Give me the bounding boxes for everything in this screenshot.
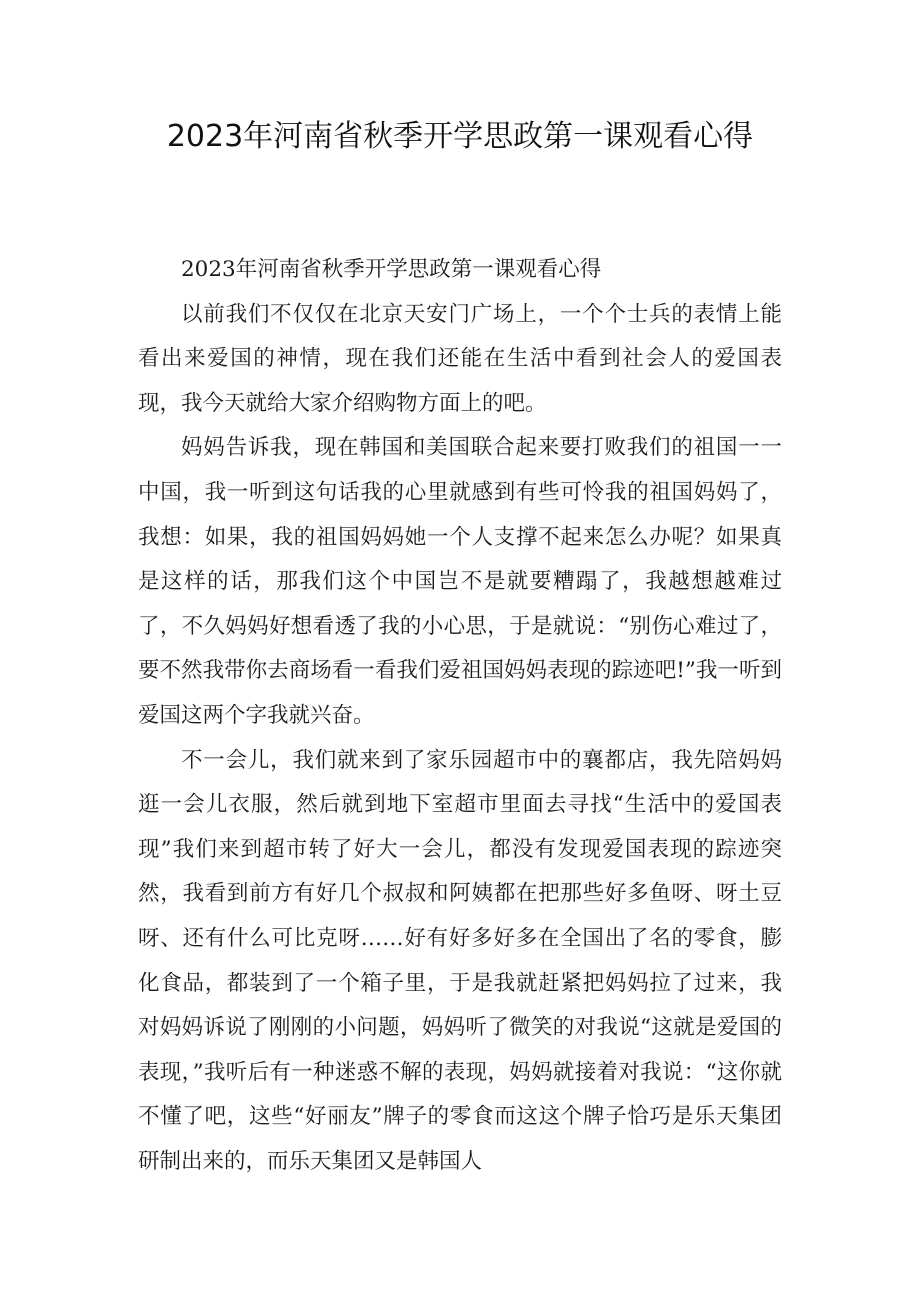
document-title: 2023年河南省秋季开学思政第一课观看心得 bbox=[166, 119, 754, 154]
paragraph: 不一会儿，我们就来到了家乐园超市中的襄都店，我先陪妈妈逛一会儿衣服，然后就到地下室超市里面去寻找“生活中的爱国表现”我们来到超市转了好大一会儿，都没有发现爱国表现的踪迹突然，我看到前方有好几个叔叔和阿姨都在把那些好多鱼呀、呀土豆呀、还有什么可比克呀……好有好多好多在全国出了名的零食，膨化食品，都装到了一个箱子里，于是我就赶紧把妈妈拉了过来，我对妈妈诉说了刚刚的小问题，妈妈听了微笑的对我说“这就是爱国的表现，”我听后有一种迷惑不解的表现，妈妈就接着对我说：“这你就不懂了吧，这些“好丽友”牌子的零食而这这个牌子恰巧是乐天集团研制出来的，而乐天集团又是韩国人 bbox=[138, 747, 782, 1174]
paragraph: 妈妈告诉我，现在韩国和美国联合起来要打败我们的祖国一一中国，我一听到这句话我的心里就感到有些可怜我的祖国妈妈了，我想：如果，我的祖国妈妈她一个人支撑不起来怎么办呢？如果真是这样的话，那我们这个中国岂不是就要糟蹋了，我越想越难过了，不久妈妈好想看透了我的小心思，于是就说：“别伤心难过了，要不然我带你去商场看一看我们爱祖国妈妈表现的踪迹吧!”我一听到爱国这两个字我就兴奋。 bbox=[138, 435, 782, 728]
document-body bbox=[138, 248, 782, 1184]
paragraph-subtitle: 2023年河南省秋季开学思政第一课观看心得 bbox=[181, 257, 602, 282]
paragraph: 以前我们不仅仅在北京天安门广场上，一个个士兵的表情上能看出来爱国的神情，现在我们还能在生活中看到社会人的爱国表现，我今天就给大家介绍购物方面上的吧。 bbox=[138, 301, 782, 416]
